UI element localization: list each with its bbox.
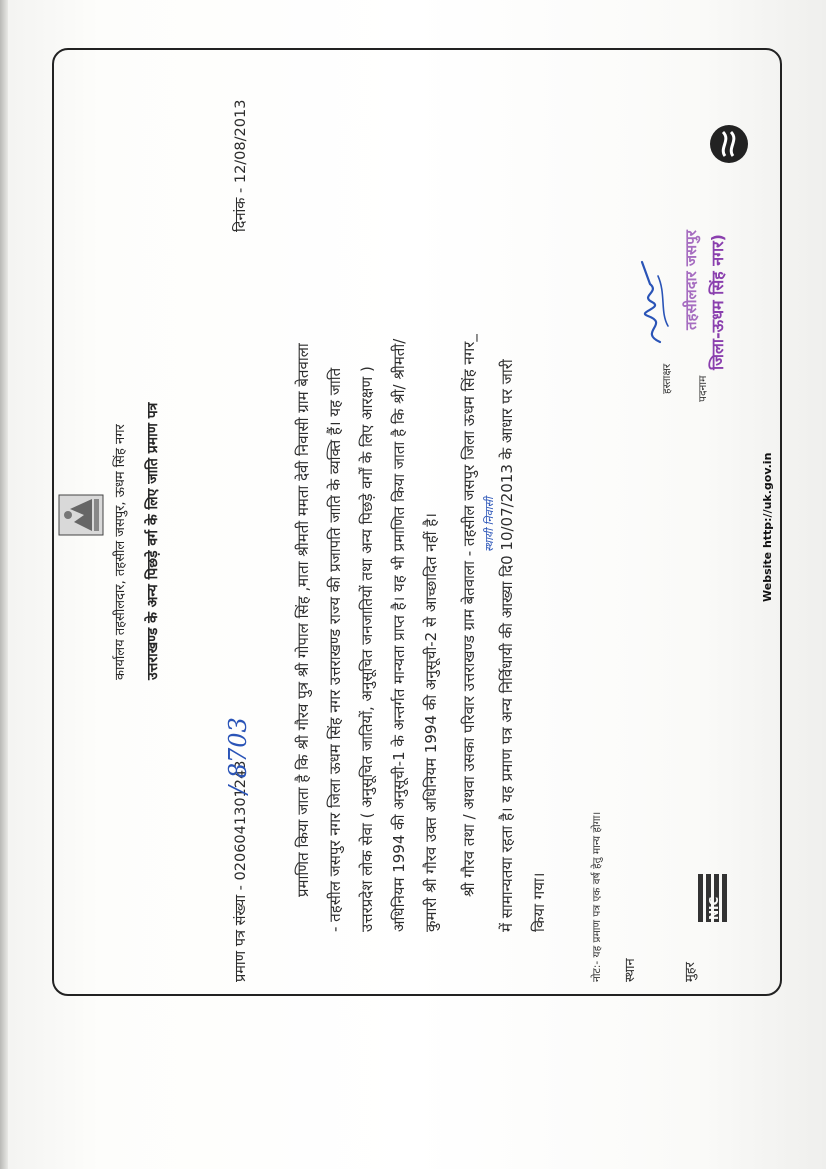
paper-edge-shadow (0, 0, 8, 1169)
body-line-8: किया गया। (530, 872, 548, 932)
stamp-line-1: तहसीलदार जसपुर (682, 230, 700, 330)
certificate-content (56, 52, 782, 992)
designation-label: पदनाम (697, 375, 709, 402)
certificate-number: प्रमाण पत्र संख्या - 0206041301243 (233, 760, 249, 982)
office-header: कार्यालय तहसीलदार, तहसील जसपुर, ऊधम सिंह नगर (113, 424, 128, 680)
body-line-7: में सामान्यतया रहता है। यह प्रमाण पत्र अन्य निर्विधायी की आख्या दि0 10/07/2013 के आधार पर जारी (498, 359, 516, 932)
body-line-5: कुमारी श्री गौरव उक्त अधिनियम 1994 की अनुसूची-2 से आच्छादित नहीं है। (422, 513, 440, 932)
stamp-line-2: जिला-ऊधम सिंह नगर) (708, 234, 727, 370)
body-line-4: अधिनियम 1994 की अनुसूची-1 के अन्तर्गत मान्यता प्राप्त है। यह भी प्रमाणित किया जाता है कि श्री/ श्रीमती/ (390, 338, 408, 932)
seal-label: मुहर (683, 962, 698, 982)
signature-label: हस्ताक्षर (661, 363, 673, 394)
body-line-1: प्रमाणित किया जाता है कि श्री गौरव पुत्र श्री गोपाल सिंह ,माता श्रीमती ममता देवी निवासी ग्राम बेतवाला (294, 343, 312, 897)
body-line-6: श्री गौरव तथा / अथवा उसका परिवार उत्तराखण्ड ग्राम बेतवाला - तहसील जसपुर जिला ऊधम सिंह नगर_ (460, 334, 478, 897)
uttarakhand-logo-icon (709, 124, 749, 164)
certificate-date: दिनांक - 12/08/2013 (233, 99, 249, 232)
place-label: स्थान (623, 958, 638, 982)
handwritten-number: / 8703 (224, 717, 252, 794)
handwritten-note: स्थायी निवासी (483, 497, 496, 552)
nic-logo-text: NIC (707, 896, 721, 920)
body-line-2: - तहसील जसपुर नगर जिला ऊधम सिंह नगर उत्तराखण्ड राज्य की प्रजापति जाति के व्यक्ति हैं। यह जाति (326, 367, 344, 932)
validity-note: नोट:- यह प्रमाण पत्र एक वर्ष हेतु मान्य होगा। (591, 811, 603, 982)
nic-logo (694, 872, 742, 942)
body-line-3: उत्तरप्रदेश लोक सेवा ( अनुसूचित जातियों, अनुसूचित जनजातियों तथा अन्य पिछड़े वर्गों के लिए आरक्षण ) (358, 366, 376, 932)
state-emblem-icon (58, 494, 104, 536)
certificate-title: उत्तराखण्ड के अन्य पिछड़े वर्ग के लिए जाति प्रमाण पत्र (145, 402, 161, 680)
website-link[interactable]: Website http://uk.gov.in (761, 452, 774, 602)
handwritten-signature (630, 256, 676, 346)
